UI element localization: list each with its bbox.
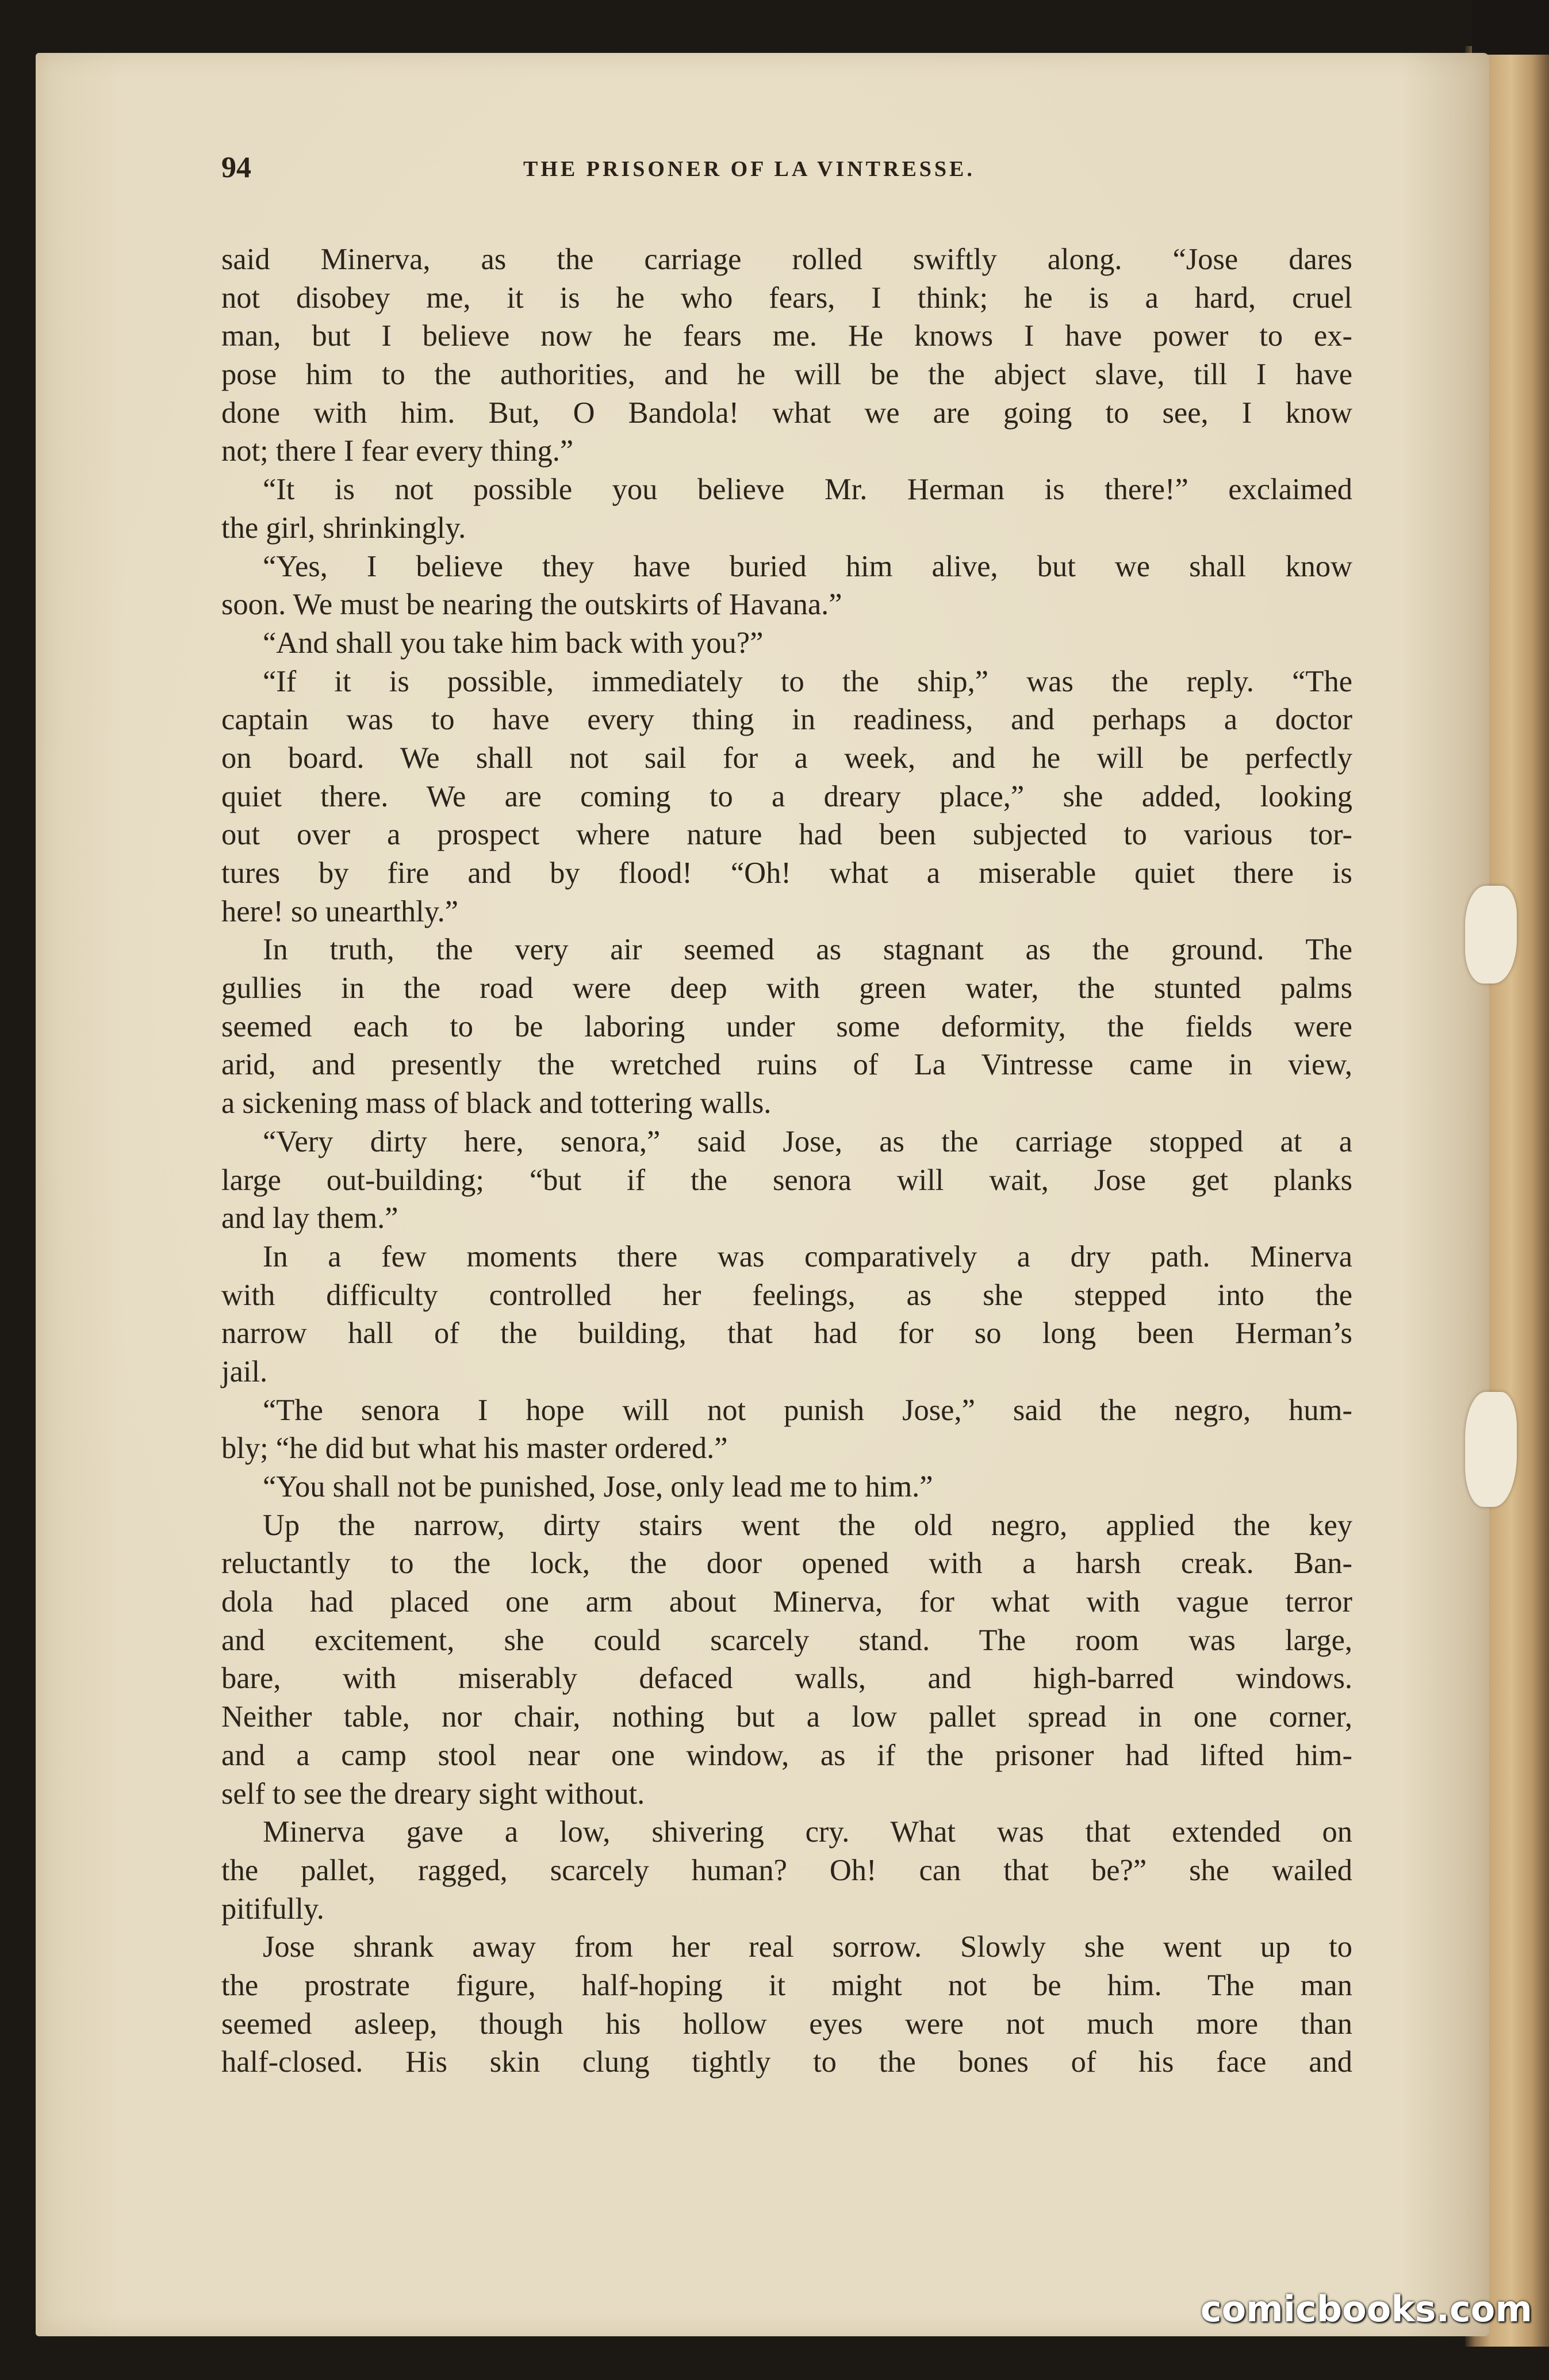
- text-line: not; there I fear every thing.”: [221, 434, 574, 468]
- text-line: with difficulty controlled her feelings, as she stepped into the: [221, 1278, 1352, 1312]
- text-line: dola had placed one arm about Minerva, for what with vague terror: [221, 1585, 1352, 1619]
- text-line: Jose shrank away from her real sorrow. Slowly she went up to: [263, 1930, 1352, 1964]
- text-line: “Very dirty here, senora,” said Jose, as the carriage stopped at a: [263, 1124, 1352, 1158]
- text-line: the pallet, ragged, scarcely human? Oh! can that be?” she wailed: [221, 1853, 1352, 1887]
- text-line: pitifully.: [221, 1892, 324, 1926]
- text-line: jail.: [221, 1354, 268, 1388]
- text-line: “It is not possible you believe Mr. Herman is there!” exclaimed: [263, 473, 1352, 507]
- text-line: “You shall not be punished, Jose, only lead me to him.”: [263, 1470, 933, 1503]
- text-line: seemed asleep, though his hollow eyes were not much more than: [221, 2007, 1352, 2041]
- text-line: pose him to the authorities, and he will be the abject slave, till I have: [221, 358, 1352, 392]
- text-line: soon. We must be nearing the outskirts of Havana.”: [221, 588, 842, 622]
- text-line: captain was to have every thing in readiness, and perhaps a doctor: [221, 703, 1352, 737]
- text-line: Neither table, nor chair, nothing but a low pallet spread in one corner,: [221, 1700, 1352, 1734]
- text-line: here! so unearthly.”: [221, 894, 459, 928]
- body-text: [221, 240, 1352, 2081]
- text-line: done with him. But, O Bandola! what we are going to see, I know: [221, 396, 1352, 430]
- text-line: “And shall you take him back with you?”: [263, 626, 764, 660]
- text-line: man, but I believe now he fears me. He knows I have power to ex-: [221, 319, 1352, 353]
- paper-tear: [1465, 1392, 1517, 1507]
- watermark: comicbooks.com: [1200, 2288, 1532, 2330]
- text-line: reluctantly to the lock, the door opened with a harsh creak. Ban-: [221, 1547, 1352, 1581]
- text-line: Minerva gave a low, shivering cry. What was that extended on: [263, 1815, 1352, 1849]
- paper-tear: [1465, 886, 1517, 984]
- text-line: self to see the dreary sight without.: [221, 1777, 645, 1811]
- text-line: half-closed. His skin clung tightly to the bones of his face and: [221, 2045, 1352, 2079]
- text-line: the girl, shrinkingly.: [221, 511, 466, 545]
- text-line: tures by fire and by flood! “Oh! what a miserable quiet there is: [221, 856, 1352, 890]
- text-line: large out-building; “but if the senora will wait, Jose get planks: [221, 1163, 1352, 1197]
- running-title: THE PRISONER OF LA VINTRESSE.: [523, 157, 975, 181]
- text-line: and lay them.”: [221, 1202, 398, 1235]
- text-line: out over a prospect where nature had been subjected to various tor-: [221, 818, 1352, 852]
- text-line: Up the narrow, dirty stairs went the old negro, applied the key: [263, 1508, 1352, 1542]
- text-line: “If it is possible, immediately to the ship,” was the reply. “The: [263, 664, 1352, 698]
- text-line: said Minerva, as the carriage rolled swiftly along. “Jose dares: [221, 243, 1352, 276]
- text-line: narrow hall of the building, that had for so long been Herman’s: [221, 1317, 1352, 1350]
- text-line: and a camp stool near one window, as if the prisoner had lifted him-: [221, 1738, 1352, 1772]
- text-line: “Yes, I believe they have buried him alive, but we shall know: [263, 549, 1352, 583]
- text-line: bly; “he did but what his master ordered.”: [221, 1432, 728, 1466]
- text-line: “The senora I hope will not punish Jose,” said the negro, hum-: [263, 1393, 1352, 1427]
- text-line: quiet there. We are coming to a dreary place,” she added, looking: [221, 779, 1352, 813]
- text-line: on board. We shall not sail for a week, and he will be perfectly: [221, 741, 1352, 775]
- text-line: bare, with miserably defaced walls, and high-barred windows.: [221, 1662, 1352, 1696]
- text-line: a sickening mass of black and tottering walls.: [221, 1086, 772, 1120]
- gutter-shadow: [1472, 0, 1549, 55]
- text-line: In truth, the very air seemed as stagnant as the ground. The: [263, 933, 1352, 967]
- running-head: [190, 151, 1426, 197]
- text-line: In a few moments there was comparatively a dry path. Minerva: [263, 1239, 1352, 1273]
- page-number: 94: [221, 151, 251, 184]
- text-line: gullies in the road were deep with green water, the stunted palms: [221, 971, 1352, 1005]
- text-line: not disobey me, it is he who fears, I think; he is a hard, cruel: [221, 281, 1352, 315]
- text-line: the prostrate figure, half-hoping it might not be him. The man: [221, 1968, 1352, 2002]
- text-line: and excitement, she could scarcely stand. The room was large,: [221, 1623, 1352, 1657]
- text-line: arid, and presently the wretched ruins of La Vintresse came in view,: [221, 1048, 1352, 1082]
- text-line: seemed each to be laboring under some deformity, the fields were: [221, 1009, 1352, 1043]
